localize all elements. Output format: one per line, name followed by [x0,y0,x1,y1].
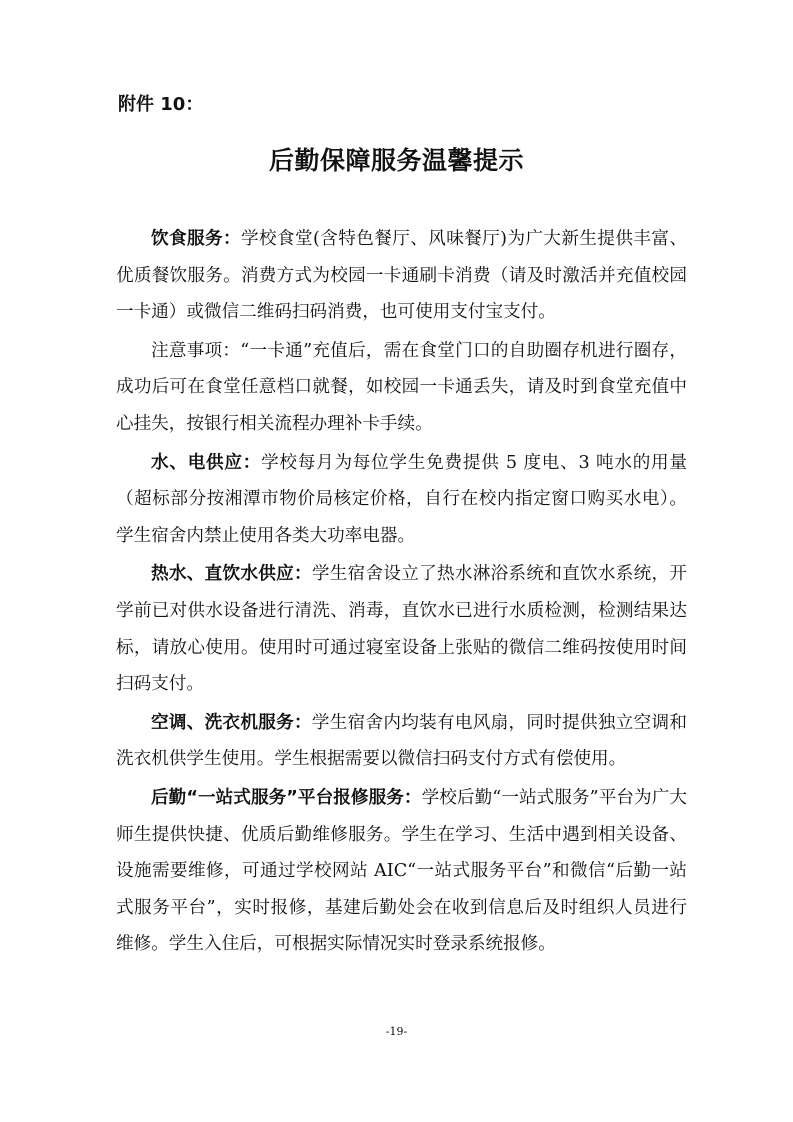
paragraph-lead: 空调、洗衣机服务： [151,712,312,733]
paragraph-text: 学校每月为每位学生免费提供 5 度电、3 吨水的用量（超标部分按湘潭市物价局核定价格，自行在校内指定窗口购买水电）。学生宿舍内禁止使用各类大功率电器。 [116,452,687,546]
page-title: 后勤保障服务温馨提示 [268,146,524,175]
paragraph-hot-water [116,556,687,702]
paragraph-text: 学生宿舍设立了热水淋浴系统和直饮水系统，开学前已对供水设备进行清洗、消毒，直饮水已进行水质检测，检测结果达标，请放心使用。使用时可通过寝室设备上张贴的微信二维码按使用时间扫码支付。 [116,564,687,695]
paragraph-lead: 饮食服务： [151,229,241,249]
paragraph-notice [116,333,687,443]
paragraph-dining [116,221,687,331]
paragraph-lead: 热水、直饮水供应： [151,564,312,585]
page-number: -19- [385,1025,408,1038]
paragraph-lead: 后勤“一站式服务”平台报修服务： [151,787,422,808]
paragraph-text: 学校后勤“一站式服务”平台为广大师生提供快捷、优质后勤维修服务。学生在学习、生活中遇到相关设备、设施需要维修，可通过学校网站 AIC“一站式服务平台”和微信“后勤一站式服务平台”，实时报修，基建后勤处会在收到信息后及时组织人员进行维修。学生入住后，可根据实际情况实时登录系统报修。 [116,787,687,955]
paragraph-lead: 水、电供应： [151,452,262,473]
paragraph-text: 学生宿舍内均装有电风扇，同时提供独立空调和洗衣机供学生使用。学生根据需要以微信扫码支付方式有偿使用。 [116,712,687,770]
attachment-label: 附件 10： [118,94,204,115]
paragraph-repair [116,780,687,963]
paragraph-text: 学校食堂(含特色餐厅、风味餐厅)为广大新生提供丰富、优质餐饮服务。消费方式为校园一卡通刷卡消费（请及时激活并充值校园一卡通）或微信二维码扫码消费，也可使用支付宝支付。 [116,229,687,323]
paragraph-ac-laundry [116,705,687,778]
document-body [116,221,687,965]
paragraph-water-electricity [116,445,687,555]
paragraph-text: 注意事项：“一卡通”充值后，需在食堂门口的自助圈存机进行圈存，成功后可在食堂任意档口就餐，如校园一卡通丢失，请及时到食堂充值中心挂失，按银行相关流程办理补卡手续。 [116,340,687,434]
